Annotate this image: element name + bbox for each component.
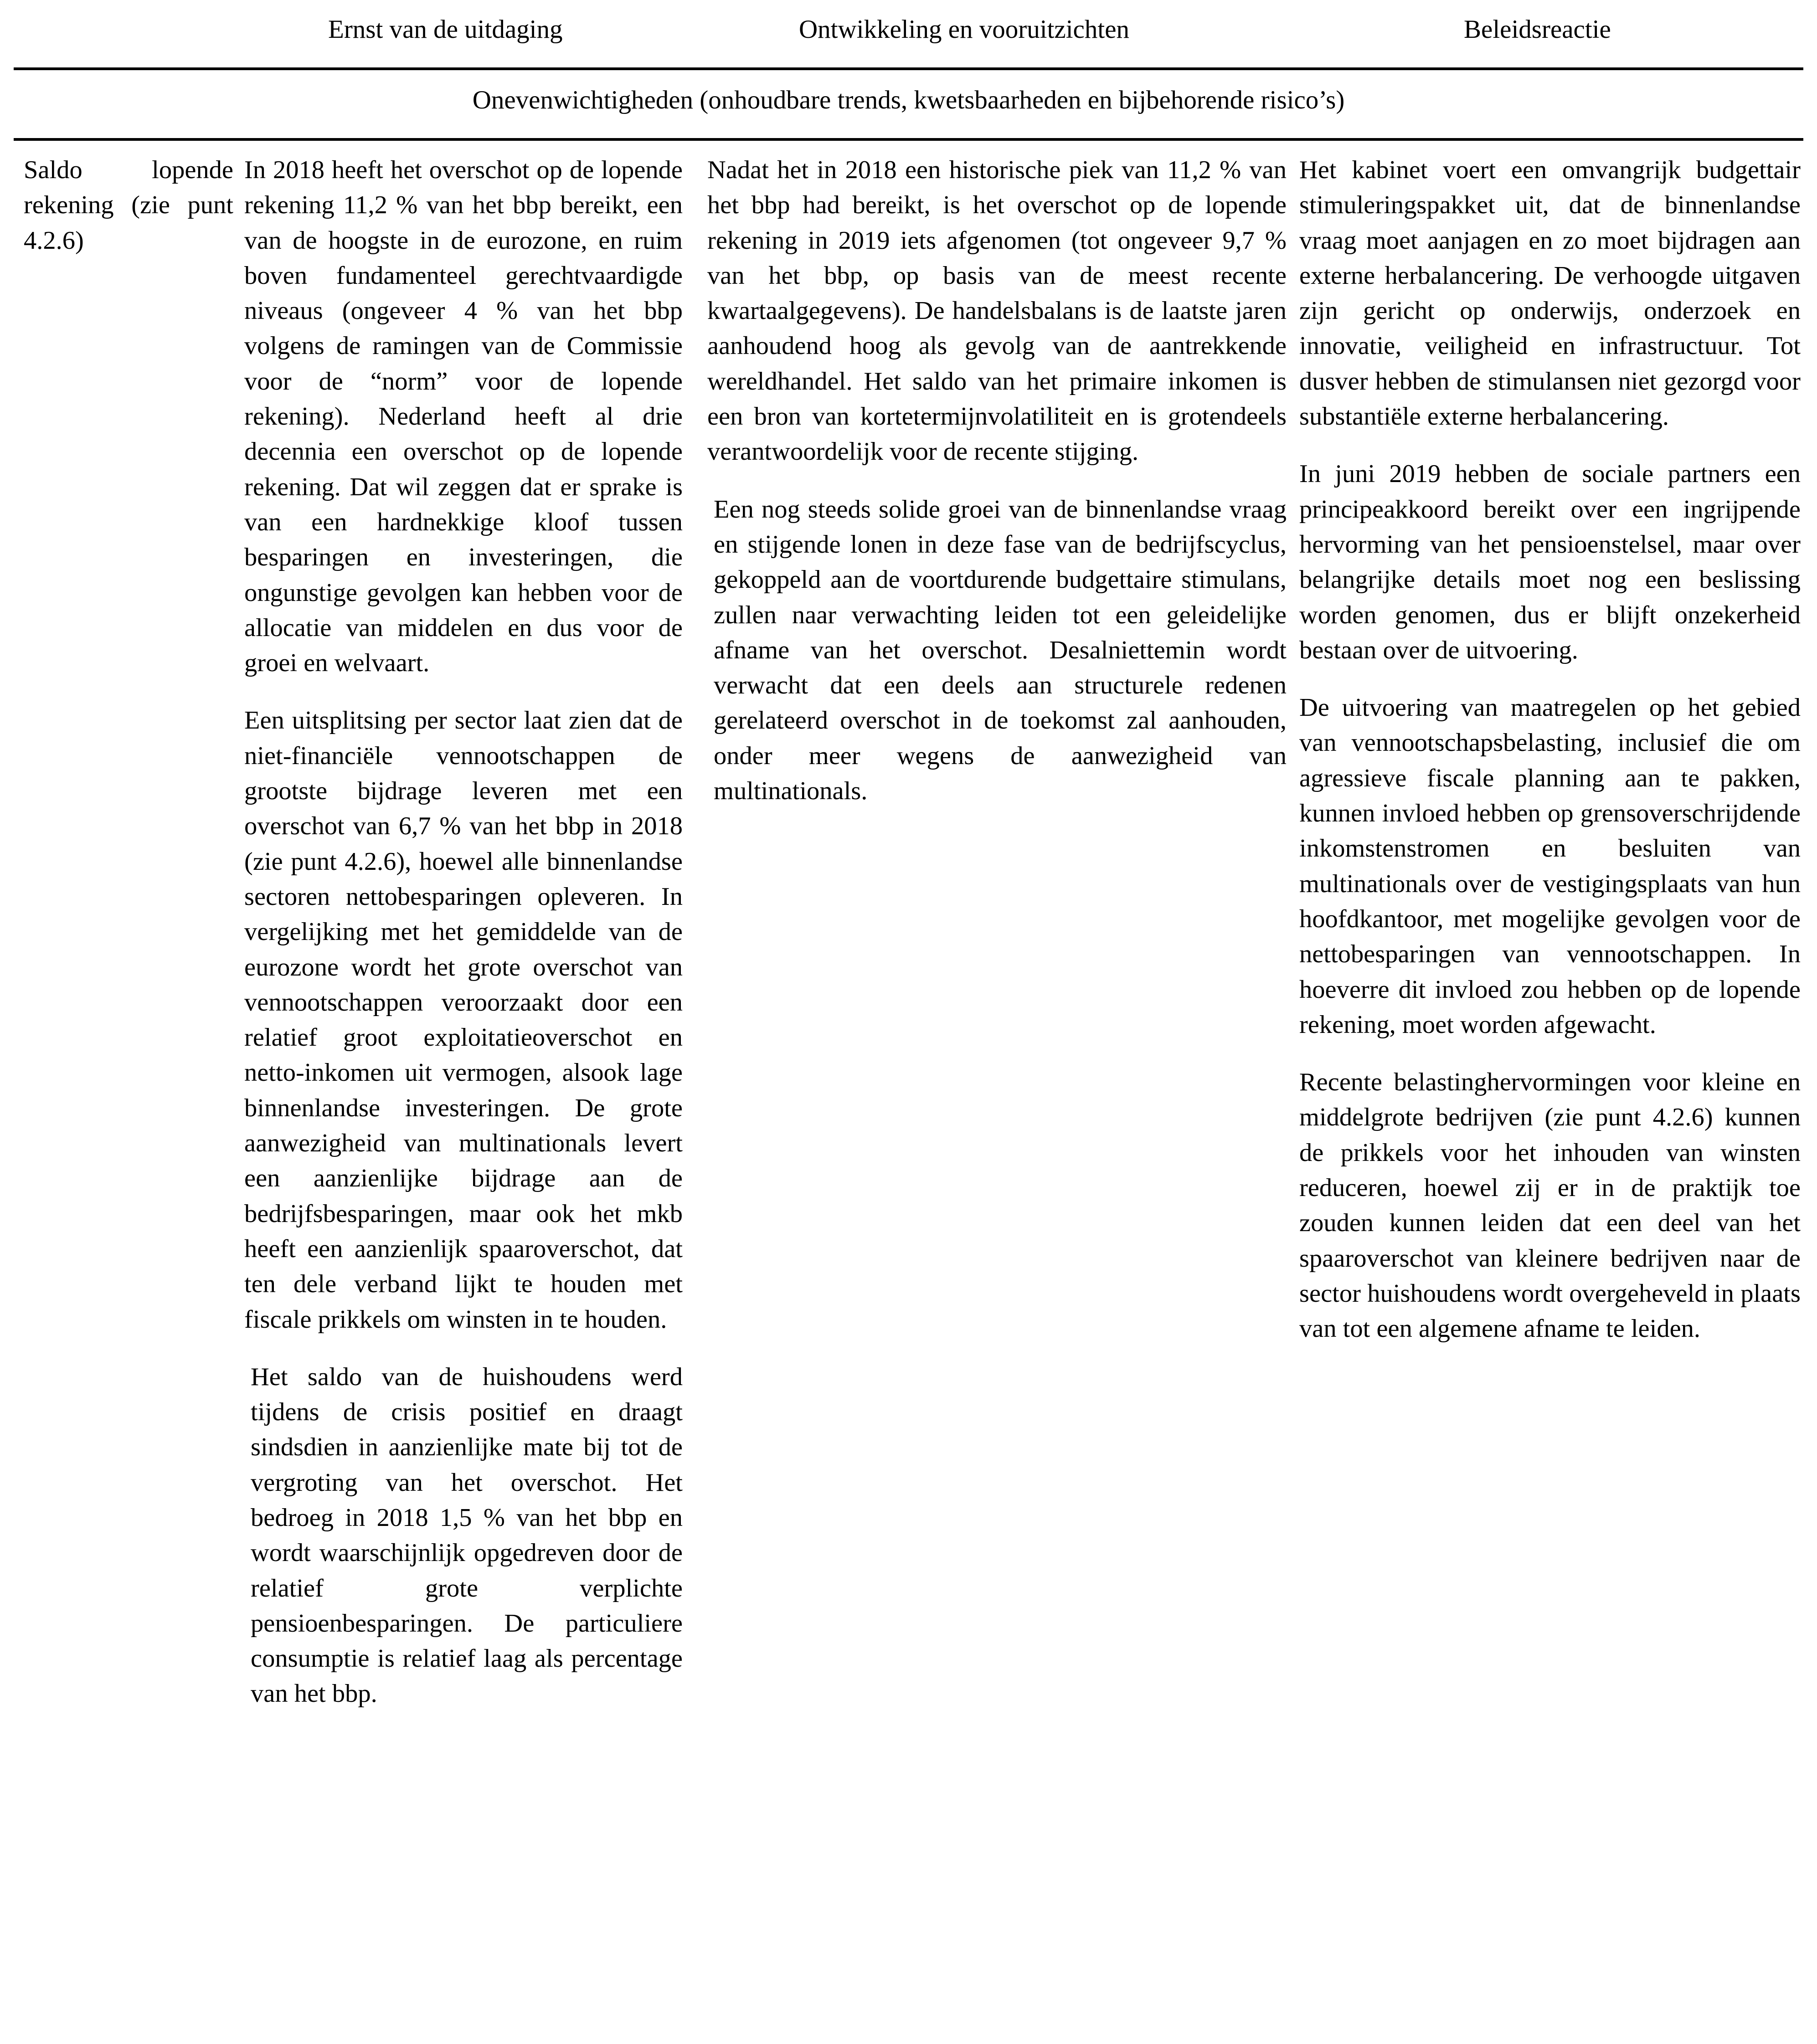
paragraph: Het kabinet voert een omvangrijk budgettair stimuleringspakket uit, dat de binnenlandse vraag moet aanjagen en zo moet bijdragen aan externe herbalancering. De verhoogde uitgaven zijn gericht op onderwijs, onderzoek en innovatie, veiligheid en infrastructuur. Tot dusver hebben de stimulansen niet gezorgd voor substantiële externe herbalancering. (1299, 156, 1801, 431)
section-heading: Onevenwichtigheden (onhoudbare trends, kwetsbaarheden en bijbehorende risico’s) (472, 86, 1345, 114)
header-divider (14, 67, 1803, 70)
column-header-beleidsreactie: Beleidsreactie (1464, 15, 1611, 44)
column-header-ontwikkeling: Ontwikkeling en vooruitzichten (799, 15, 1129, 44)
section-divider (14, 138, 1803, 141)
paragraph: De uitvoering van maatregelen op het gebied van vennootschapsbelasting, inclusief die om agressieve fiscale planning aan te pakken, kunnen invloed hebben op grensoverschrijdende inkomstenstromen en besluiten van multinationals over de vestigingsplaats van hun hoofdkantoor, met mogelijke gevolgen voor de nettobesparingen van vennootschappen. In hoeverre dit invloed zou hebben op de lopende rekening, moet worden afgewacht. (1299, 693, 1801, 1039)
paragraph: Nadat het in 2018 een historische piek van 11,2 % van het bbp had bereikt, is het overschot op de lopende rekening in 2019 iets afgenomen (tot ongeveer 9,7 % van het bbp, op basis van de meest recente kwartaalgegevens). De handelsbalans is de laatste jaren aanhoudend hoog als gevolg van de aantrekkende wereldhandel. Het saldo van het primaire inkomen is een bron van kortetermijnvolatiliteit en is grotendeels verantwoordelijk voor de recente stijging. (707, 156, 1287, 466)
paragraph: In juni 2019 hebben de sociale partners een principeakkoord bereikt over een ingrijpende hervorming van het pensioenstelsel, maar over belangrijke details moet nog een beslissing worden genomen, dus er blijft onzekerheid bestaan over de uitvoering. (1299, 460, 1801, 664)
row-label: Saldo lopende rekening (zie punt 4.2.6) (24, 156, 233, 255)
cell-ontwikkeling (707, 153, 1287, 831)
row-label-cell (24, 153, 233, 281)
cell-beleidsreactie (1299, 153, 1801, 1369)
cell-ernst (244, 153, 683, 1734)
paragraph: Een nog steeds solide groei van de binnenlandse vraag en stijgende lonen in deze fase van de bedrijfscyclus, gekoppeld aan de voortdurende budgettaire stimulans, zullen naar verwachting leiden tot een geleidelijke afname van het overschot. Desalniettemin wordt verwacht dat een deels aan structurele redenen gerelateerd overschot in de toekomst zal aanhouden, onder meer wegens de aanwezigheid van multinationals. (714, 495, 1287, 806)
paragraph: Recente belastinghervormingen voor kleine en middelgrote bedrijven (zie punt 4.2.6) kunnen de prikkels voor het inhouden van winsten reduceren, hoewel zij er in de praktijk toe zouden kunnen leiden dat een deel van het spaaroverschot van kleinere bedrijven naar de sector huishoudens wordt overgeheveld in plaats van tot een algemene afname te leiden. (1299, 1068, 1801, 1343)
column-header-ernst: Ernst van de uitdaging (328, 15, 563, 44)
paragraph: Een uitsplitsing per sector laat zien dat de niet-financiële vennootschappen de grootste bijdrage leveren met een overschot van 6,7 % van het bbp in 2018 (zie punt 4.2.6), hoewel alle binnenlandse sectoren nettobesparingen opleveren. In vergelijking met het gemiddelde van de eurozone wordt het grote overschot van vennootschappen veroorzaakt door een relatief groot exploitatieoverschot en netto-inkomen uit vermogen, alsook lage binnenlandse investeringen. De grote aanwezigheid van multinationals levert een aanzienlijke bijdrage aan de bedrijfsbesparingen, maar ook het mkb heeft een aanzienlijk spaaroverschot, dat ten dele verband lijkt te houden met fiscale prikkels om winsten in te houden. (244, 706, 683, 1334)
paragraph: Het saldo van de huishoudens werd tijdens de crisis positief en draagt sindsdien in aanzienlijke mate bij tot de vergroting van het overschot. Het bedroeg in 2018 1,5 % van het bbp en wordt waarschijnlijk opgedreven door de relatief grote verplichte pensioenbesparingen. De particuliere consumptie is relatief laag als percentage van het bbp. (251, 1362, 683, 1708)
paragraph: In 2018 heeft het overschot op de lopende rekening 11,2 % van het bbp bereikt, een van de hoogste in de eurozone, en ruim boven fundamenteel gerechtvaardigde niveaus (ongeveer 4 % van het bbp volgens de ramingen van de Commissie voor de “norm” voor de lopende rekening). Nederland heeft al drie decennia een overschot op de lopende rekening. Dat wil zeggen dat er sprake is van een hardnekkige kloof tussen besparingen en investeringen, die ongunstige gevolgen kan hebben voor de allocatie van middelen en dus voor de groei en welvaart. (244, 156, 683, 678)
